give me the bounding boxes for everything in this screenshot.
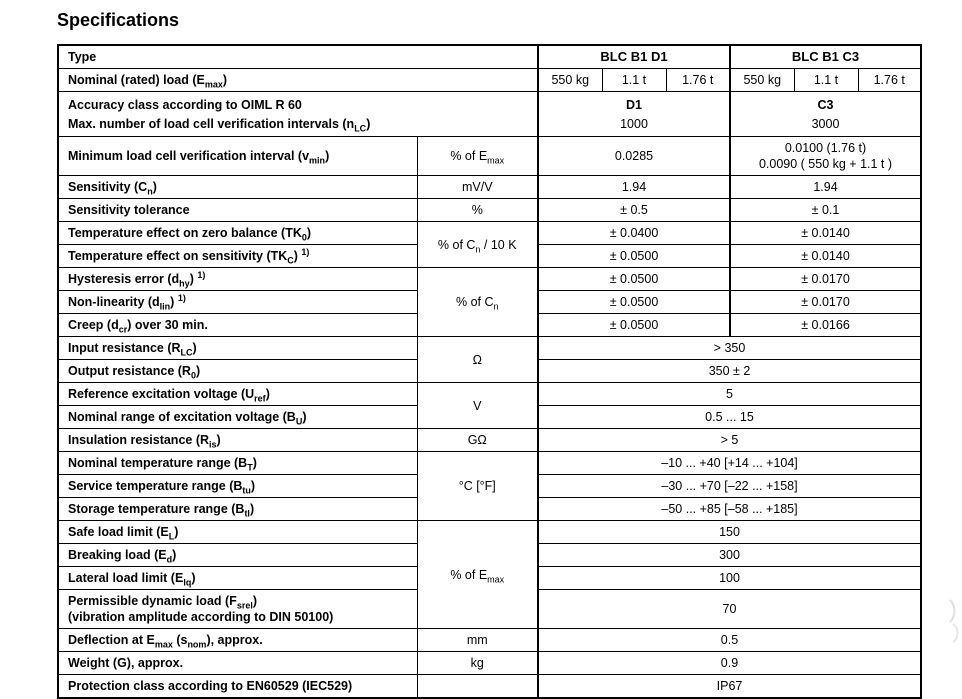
value-cell: 550 kg — [730, 69, 794, 92]
unit-cell: mm — [417, 629, 538, 652]
table-row — [58, 176, 921, 199]
spec-label-cell: Nominal range of excitation voltage $(B_U)$ — [58, 406, 417, 429]
unit-cell: kg — [417, 652, 538, 675]
table-row — [58, 337, 921, 360]
value-cell: 0.5 ... 15 — [538, 406, 921, 429]
value-cell: 0.0100 (1.76 t) 0.0090 ( 550 kg + 1.1 t ) — [730, 137, 921, 176]
spec-label-cell: Input resistance $(R_{LC})$ — [58, 337, 417, 360]
table-row — [58, 629, 921, 652]
value-cell: ± 0.0140 — [730, 222, 921, 245]
table-row — [58, 521, 921, 544]
table-row — [58, 268, 921, 291]
spec-label-cell: Insulation resistance $(R_{is})$ — [58, 429, 417, 452]
table-row — [58, 222, 921, 245]
value-cell: –30 ... +70 [–22 ... +158] — [538, 475, 921, 498]
spec-label-cell: Hysteresis error $(d_{hy})$ $^{1)}$ — [58, 268, 417, 291]
table-row — [58, 45, 921, 69]
unit-cell: Ω — [417, 337, 538, 383]
unit-cell: °C [°F] — [417, 452, 538, 521]
spec-label-cell: Temperature effect on zero balance $(TK_0)$ — [58, 222, 417, 245]
value-cell: 150 — [538, 521, 921, 544]
value-cell: 1.94 — [730, 176, 921, 199]
value-cell: 1.1 t — [794, 69, 858, 92]
value-cell: ± 0.0500 — [538, 268, 730, 291]
unit-cell: % of $E_{max}$ — [417, 137, 538, 176]
table-row — [58, 429, 921, 452]
value-cell: ± 0.0140 — [730, 245, 921, 268]
spec-label-cell: Lateral load limit $(E_{lq})$ — [58, 567, 417, 590]
value-cell: 0.9 — [538, 652, 921, 675]
spec-label-cell: Nominal (rated) load $(E_{max})$ — [58, 69, 538, 92]
spec-table — [57, 44, 922, 699]
unit-cell: % of $C_n$ — [417, 268, 538, 337]
value-cell: ± 0.1 — [730, 199, 921, 222]
spec-label-cell: Breaking load $(E_d)$ — [58, 544, 417, 567]
value-cell: 1.76 t — [666, 69, 730, 92]
value-cell: 100 — [538, 567, 921, 590]
table-row — [58, 92, 921, 137]
value-cell: –50 ... +85 [–58 ... +185] — [538, 498, 921, 521]
value-cell: 350 ± 2 — [538, 360, 921, 383]
column-header-cell: BLC B1 C3 — [730, 45, 921, 69]
spec-label-cell: Reference excitation voltage $(U_{ref})$ — [58, 383, 417, 406]
value-cell: 1.76 t — [858, 69, 921, 92]
spec-label-cell: Nominal temperature range $(B_T)$ — [58, 452, 417, 475]
unit-cell: GΩ — [417, 429, 538, 452]
spec-label-cell: Creep $(d_{cr})$ over 30 min. — [58, 314, 417, 337]
value-cell: ± 0.0400 — [538, 222, 730, 245]
value-cell: ± 0.0170 — [730, 291, 921, 314]
spec-label-cell: Minimum load cell verification interval $(v_{min})$ — [58, 137, 417, 176]
value-cell: 5 — [538, 383, 921, 406]
page-title: Specifications — [57, 10, 180, 30]
spec-label-cell: Temperature effect on sensitivity $(TK_C)$ $^{1)}$ — [58, 245, 417, 268]
spec-label-cell: Type — [58, 45, 538, 69]
value-cell: 550 kg — [538, 69, 602, 92]
unit-cell: % — [417, 199, 538, 222]
value-cell: ± 0.5 — [538, 199, 730, 222]
value-cell: ± 0.0166 — [730, 314, 921, 337]
value-cell: D1 1000 — [538, 92, 730, 137]
spec-label-cell: Storage temperature range $(B_{tl})$ — [58, 498, 417, 521]
spec-label-cell: Sensitivity tolerance — [58, 199, 417, 222]
unit-cell: % of $E_{max}$ — [417, 521, 538, 629]
table-row — [58, 675, 921, 699]
unit-cell: % of $C_n / 10$ K — [417, 222, 538, 268]
spec-label-cell: Weight (G), approx. — [58, 652, 417, 675]
value-cell: > 350 — [538, 337, 921, 360]
value-cell: C3 3000 — [730, 92, 921, 137]
value-cell: 300 — [538, 544, 921, 567]
value-cell: ± 0.0500 — [538, 245, 730, 268]
unit-cell: mV/V — [417, 176, 538, 199]
value-cell: 0.0285 — [538, 137, 730, 176]
value-cell: ± 0.0500 — [538, 291, 730, 314]
value-cell: 70 — [538, 590, 921, 629]
spec-label-cell: Service temperature range $(B_{tu})$ — [58, 475, 417, 498]
table-row — [58, 383, 921, 406]
value-cell: > 5 — [538, 429, 921, 452]
value-cell: ± 0.0500 — [538, 314, 730, 337]
spec-label-cell: Protection class according to EN60529 (IEC529) — [58, 675, 417, 699]
unit-cell — [417, 675, 538, 699]
value-cell: 0.5 — [538, 629, 921, 652]
spec-label-cell: Non-linearity $(d_{lin})$ $^{1)}$ — [58, 291, 417, 314]
table-row — [58, 137, 921, 176]
unit-cell: V — [417, 383, 538, 429]
table-row — [58, 452, 921, 475]
scan-artifact — [946, 596, 962, 644]
value-cell: ± 0.0170 — [730, 268, 921, 291]
value-cell: –10 ... +40 [+14 ... +104] — [538, 452, 921, 475]
table-row — [58, 199, 921, 222]
spec-label-cell: Sensitivity $(C_n)$ — [58, 176, 417, 199]
spec-table-body — [58, 45, 921, 698]
spec-label-cell: Safe load limit $(E_L)$ — [58, 521, 417, 544]
spec-table-container — [57, 44, 923, 693]
spec-label-cell: Deflection at $E_{max}$ $(s_{nom})$, approx. — [58, 629, 417, 652]
table-row — [58, 652, 921, 675]
value-cell: 1.1 t — [602, 69, 666, 92]
column-header-cell: BLC B1 D1 — [538, 45, 730, 69]
spec-label-cell: Permissible dynamic load $(F_{srel})$ (vibration amplitude according to DIN 50100) — [58, 590, 417, 629]
table-row — [58, 69, 921, 92]
value-cell: IP67 — [538, 675, 921, 699]
value-cell: 1.94 — [538, 176, 730, 199]
spec-label-cell: Output resistance $(R_0)$ — [58, 360, 417, 383]
spec-label-cell: Accuracy class according to OIML R 60 Max. number of load cell verification intervals $(n_{LC})$ — [58, 92, 538, 137]
